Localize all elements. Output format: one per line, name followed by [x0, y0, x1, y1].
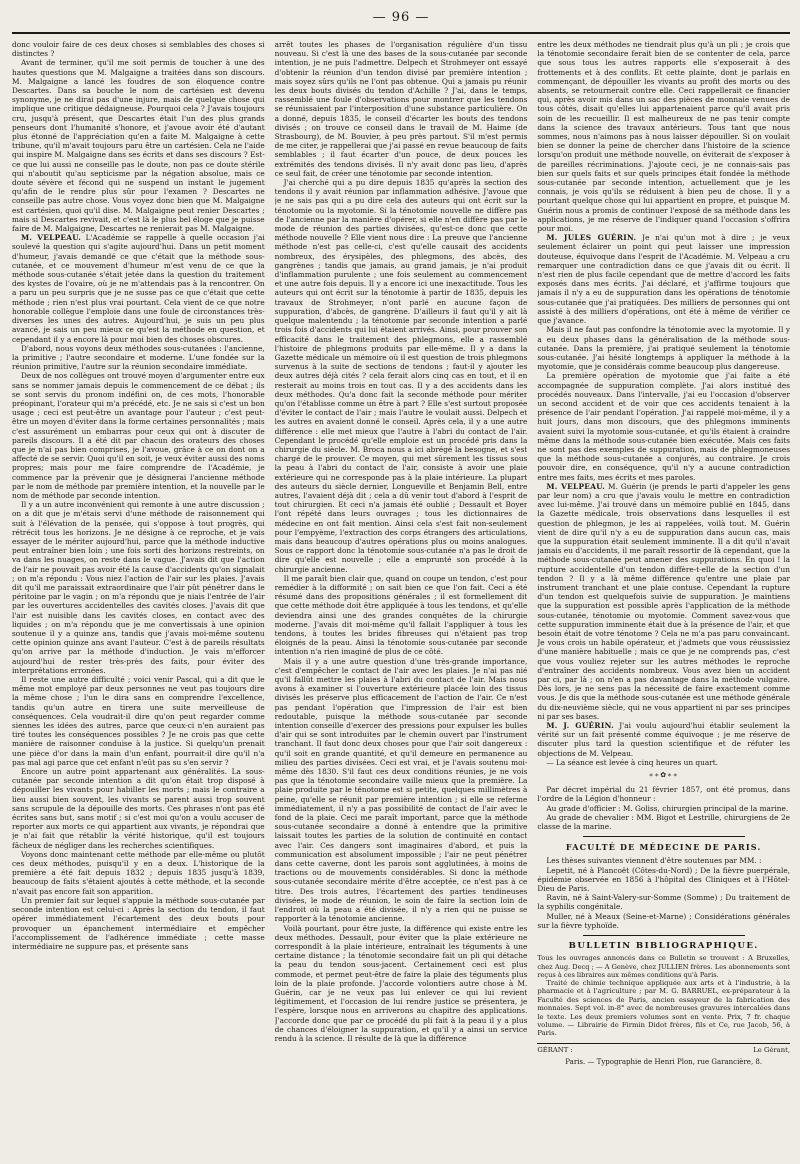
speech-text: L'Académie se rappelle à quelle occasion j'ai soulevé la question qui s'agite aujourd'hui. Dans un petit moment d'humeur, j'avais demandé ce que c'était que la méthode sous-cutanée, et ce mouvement d'humeur m'est venu de ce que la méthode sous-cutanée s'était jetée dans la question du traitement des kystes de l'ovaire, où je ne m'attendais pas à la rencontrer. On a paru un peu surpris que je ne susse pas ce que c'était que cette méthode ; rien n'est plus vrai pourtant. Cela vient de ce que notre honorable collègue l'emploie dans une foule de circonstances très-diverses les unes des autres. Aujourd'hui, je suis un peu plus avancé, je sais un peu mieux ce qu'est la méthode en question, et cependant il y a encore là pour moi bien des choses obscures.: [12, 233, 265, 344]
adjournment: — La séance est levée à cinq heures un quart.: [546, 757, 719, 767]
faculty-title: FACULTÉ DE MÉDECINE DE PARIS.: [565, 842, 762, 853]
speech-guerin-1: [537, 233, 790, 325]
decree-text: Par décret impérial du 21 février 1857, ont été promus, dans l'ordre de la Légion d'honneur :: [537, 785, 791, 804]
paragraph: La première opération de myotomie que j'ai faite a été accompagnée de suppuration complète. J'ai alors institué des procédés nouveaux. Dans l'intervalle, j'ai eu l'occasion d'observer un second accident et de voir que ces accidents tenaient à la présence de l'air pendant l'opération. J'ai rappelé moi-même, il y a huit jours, dans mon discours, que des phlegmons imminents avaient suivi la myotomie sous-cutanée, et qu'ils étaient à craindre même dans la méthode sous-cutanée bien exécutée. Mais ces faits ne sont pas des exemples de suppuration, mais de phlegmoneuses que la méthode sous-cutanée a conjurés, au contraire. Je crois pouvoir dire, en conséquence, qu'il n'y a aucune contradiction entre mes faits, mes écrits et mes paroles.: [537, 371, 791, 482]
speech-text: M. Guérin (je prends le parti d'appeler les gens par leur nom) a cru que j'avais voulu le mettre en contradiction avec lui-même. J'ai trouvé dans un mémoire publié en 1845, dans la Gazette médicale, trois observations dans lesquelles il est question de phlegmon, je les ai rappelées, voilà tout. M. Guérin vient de dire qu'il n'y a eu de suppuration dans aucun cas, mais que la suppuration était seulement imminente. Il a dit qu'il n'avait jamais eu d'accidents, il me paraît ressortir de là cependant, que la méthode sous-cutanée peut amener des suppurations. En quoi ! la rupture accidentelle d'un tendon diffère-t-elle de la section d'un tendon ? Il y a là même différence qu'entre une plaie par instrument tranchant et une plaie contuse. Cependant la rupture d'un tendon est quelquefois suivie de suppuration. Je maintiens que la suppuration est possible après l'application de la méthode sous-cutanée, ténotomie ou myotomie. Comment savez-vous que cette suppuration imminente était due à la présence de l'air, et que besoin était de votre ténotome ? Cela ne m'a pas paru convaincant. Je vous crois un habile opérateur, et j'admets que vous réussissiez d'une manière habituelle ; mais ce que je ne comprends pas, c'est que vous vouliez rejeter sur les autres méthodes le reproche d'entraîner des accidents nombreux. Vous avez bien un accident par ci, par là ; on n'en a pas davantage dans la méthode vulgaire. Dès lors, je ne sens pas la nécessité de faire exactement comme vous. Je dis que la méthode sous-cutanée est une méthode générale du dix-neuvième siècle, qui ne vous appartient ni par ses principes ni par ses bases.: [537, 481, 791, 721]
speaker-name: M. J. GUÉRIN.: [546, 721, 614, 731]
paragraph: Mais il y a une autre question d'une très-grande importance, c'est d'empêcher le contact de l'air avec les plaies. Je n'ai pas nié qu'il fallût mettre les plaies à l'abri du contact de l'air. Mais nous avons à examiner si l'ouverture extérieure placée loin des tissus divisés les préserve plus efficacement de l'action de l'air. Ce n'est pas pendant l'opération que l'impression de l'air est bien redoutable, puisque la méthode sous-cutanée par seconde intention conseille d'exercer des pressions pour expulser les bulles d'air qui se sont introduites par le chemin ouvert par l'instrument tranchant. Il faut donc deux choses pour que l'air soit dangereux : qu'il soit en grande quantité, et qu'il demeure en permanence au milieu des parties divisées. Ceci est vrai, et je l'avais soutenu moi-même dès 1830. S'il faut ces deux conditions réunies, je ne vois pas que la ténotomie secondaire vaille mieux que la première. La plaie produite par le ténotome est si petite, quelques millimètres à peine, qu'elle se réunit par première intention ; si elle se referme immédiatement, il n'y a pas possibilité de contact de l'air avec le fond de la plaie. Ceci me paraît important, parce que la méthode sous-cutanée secondaire a donné à entendre que la primitive laissait toutes les parties de la solution de continuité en contact avec l'air. Ces dangers sont imaginaires d'abord, et puis la communication est absolument impossible ; l'air ne peut pénétrer dans cette caverne, dont les parois sont agglutinées, à moins de tractions ou de mouvements considérables. Si donc la méthode sous-cutanée secondaire mérite d'être acceptée, ce n'est pas à ce titre. Des trois autres, l'écartement des parties tendineuses divisées, le mode de réunion, le soin de faire la section loin de l'endroit où la peau a été divisée, il n'y a rien qui ne puisse se rapporter à la ténotomie ancienne.: [274, 656, 528, 924]
paragraph: Il y a un autre inconvénient qui remonte à une autre discussion ; on a dit que je m'étais servi d'une méthode de raisonnement qui suit à l'élévation de la pensée, qui s'oppose à tout progrès, qui rétrécit tous les horizons. Je ne désigne à ce reproche, et je vais essayer de le mériter aujourd'hui, parce que la méthode inductive peut entraîner bien loin ; une fois sorti des horizons restreints, on va dans les nuages, on reste dans le vague. J'avais dit que l'action de l'air ne pouvait pas avoir été la cause d'accidents qu'on signalait ; on m'a répondu : Vous niez l'action de l'air sur les plaies. J'avais dit qu'il me paraissait extraordinaire que l'air pût pénétrer dans le péritoine par le vagin ; on m'a répondu que je niais l'entrée de l'air par les ouvertures accidentelles des cavités closes. J'avais dit que l'air est nuisible dans les cavités closes, en contact avec des liquides ; on m'a répondu que je me convertissais à une opinion soutenue il y a quinze ans, tandis que j'avais moi-même soutenu cette opinion quinze ans avant l'auteur. C'est à de pareils résultats qu'on arrive par la méthode d'induction. Je vais m'efforcer aujourd'hui de rester très-près des faits, pour éviter des interprétations erronées.: [12, 500, 265, 675]
decree-officer: Au grade d'officier : M. Goliss, chirurgien principal de la marine.: [546, 803, 789, 813]
paragraph: Deux de nos collègues ont trouvé moyen d'argumenter entre eux sans se nommer jamais depuis le commencement de ce débat ; ils se sont servis du pronom indéfini on, de ces mots, l'honorable préopinant, l'orateur qui m'a précédé, etc. Je ne sais si c'est un bon usage ; ceci est peut-être un avantage pour l'auteur ; c'est peut-être un moyen d'éviter dans la forme certaines personnalités ; mais c'est assurément un embarras pour ceux qui ont à discuter de pareils discours. Il a été dit par chacun des orateurs des choses que je n'ai pas bien comprises, je l'avoue, grâce à ce on dont on a affecté de se servir. Quoi qu'il en soit, je veux éviter aussi des noms propres; mais pour me faire comprendre de l'Académie, je commence par la prévenir que je désignerai l'ancienne méthode par le nom de méthode par première intention, et la nouvelle par le nom de méthode par seconde intention.: [12, 371, 265, 500]
column-1: [12, 40, 265, 1150]
column-2: [275, 40, 528, 1150]
paragraph: Voyons donc maintenant cette méthode par elle-même ou plutôt ces deux méthodes, puisqu'il y en a deux. L'historique de la première a été fait depuis 1832 ; depuis 1835 jusqu'à 1839, beaucoup de faits s'étaient ajoutés à cette méthode, et la seconde n'avait pas encore fait son apparition.: [12, 849, 265, 896]
column-3: [537, 40, 790, 1150]
faculty-intro: Les thèses suivantes viennent d'être soutenues par MM. :: [546, 856, 762, 866]
speaker-name: M. VELPEAU.: [21, 233, 82, 243]
paragraph: Il reste une autre difficulté ; voici venir Pascal, qui a dit que le même mot employé par deux personnes ne veut pas toujours dire la même chose ; l'un le dira sans en comprendre l'excellence, tandis qu'un autre en tirera une suite merveilleuse de conséquences. Cela voudrait-il dire qu'on peut regarder comme siennes les idées des autres, parce que ceux-ci n'en auraient pas tiré toutes les conséquences possibles ? Je ne crois pas que cette manière de raisonner conduise à la justice. Si quelqu'un prenait une pièce d'or dans la main d'un enfant, pourrait-il dire qu'il n'a pas mal agi parce que cet enfant n'eût pas su s'en servir ?: [12, 675, 265, 767]
thesis-item: Muller, né à Meaux (Seine-et-Marne) ; Considérations générales sur la fièvre typhoïde.: [537, 911, 791, 930]
speech-velpeau-2: [537, 482, 790, 721]
speech-velpeau-1: [12, 233, 265, 343]
paragraph: Il me paraît bien clair que, quand on coupe un tendon, c'est pour remédier à la difformité ; on sait bien ce que l'on fait. Ceci a été résumé dans des propositions générales ; il est formellement dit que cette méthode doit être appliquée à tous les tendons, et qu'elle deviendra ainsi une des grandes conquêtes de la chirurgie moderne. J'avais dit moi-même qu'il fallait l'appliquer à tous les tendons, à toutes les brides fibreuses qui n'étaient pas trop éloignés de la peau. Ainsi la ténotomie sous-cutanée par seconde intention n'a rien imaginé de plus de ce côté.: [274, 573, 528, 657]
section-divider: [583, 935, 745, 936]
thesis-item: Ravin, né à Saint-Valery-sur-Somme (Somme) ; Du traitement de la syphilis congénitale.: [537, 893, 791, 912]
paragraph: Avant de terminer, qu'il me soit permis de toucher à une des hautes questions que M. Malgaigne a traitées dans son discours. M. Malgaigne a lancé les foudres de son éloquence contre Descartes. Dans sa bouche le nom de cartésien est devenu synonyme, je ne dirai pas d'une injure, mais de quelque chose qui implique une critique dédaigneuse. Pourquoi cela ? J'avais toujours cru, jusqu'à présent, que Descartes était l'un des plus grands penseurs dont l'humanité s'honore, et j'avoue avoir été d'autant plus étonné de l'appréciation qu'en a faite M. Malgaigne à cette tribune, qu'il m'avait toujours paru être un cartésien. Cela ne l'aide qui inspire M. Malgaigne dans ses écrits et dans ses discours ? Est-ce que lui aussi ne conseille pas le doute, non pas ce doute stérile qui n'aboutit qu'au septicisme par la négation absolue, mais ce doute sévère et fécond qui ne suspend un instant le jugement qu'afin de le rendre plus sûr pour l'examen ? Descartes ne conseille pas autre chose. Vous voyez donc bien que M. Malgaigne est cartésien, quoi qu'il dise. M. Malgaigne peut renier Descartes ; mais si Descartes revivait, et c'est là le plus bel éloge que je puisse faire de M. Malgaigne, Descartes ne renierait pas M. Malgaigne.: [12, 58, 265, 234]
speech-text: Je n'ai qu'un mot à dire ; je veux seulement éclairer un point qui peut laisser une impression douteuse, équivoque dans l'esprit de l'Académie. M. Velpeau a cru remarquer une contradiction dans ce que j'avais dit ou écrit. Il n'est rien de plus facile cependant que de mettre d'accord les faits exposés dans mes écrits. J'ai déclaré, et j'affirme toujours que jamais il n'y a eu de suppuration dans les opérations de ténotomie sous-cutanée que j'ai pratiquées. Des milliers de personnes qui ont assisté à des milliers d'opérations, ont été à même de vérifier ce que j'avance.: [537, 233, 791, 326]
gerant-left: GÉRANT :: [537, 1045, 573, 1054]
bulletin-entry: Traité de chimie technique appliquée aux arts et à l'industrie, à la pharmacie et à l'agriculture ; par M. G. BARRUEL, ex-préparateur à la Faculté des sciences de Paris, ancien essayeur de la fabrication des monnaies. Sept vol. in-8° avec de nombreuses gravures intercalées dans le texte. Les deux premiers volumes sont en vente. Prix, 7 fr. chaque volume. — Librairie de Firmin Didot frères, fils et Ce, rue Jacob, 56, à Paris.: [537, 978, 791, 1038]
paragraph: J'ai cherché qui a pu dire depuis 1835 qu'après la section des tendons il y avait réunion par inflammation adhésive. J'avoue que je ne sais pas qui a pu dire cela des auteurs qui ont écrit sur la ténotomie ou la myotomie. Si la ténotomie nouvelle ne diffère pas de l'ancienne par la manière d'opérer, si elle n'en diffère pas par le mode de réunion des parties divisées, qu'est-ce donc que cette méthode nouvelle ? Elle vient nous dire : La preuve que l'ancienne méthode n'est pas celle-ci, c'est qu'elle causait des accidents nombreux, des érysipèles, des phlegmons, des abcès, des gangrènes ; tandis que jamais, au grand jamais, je n'ai produit d'inflammation purulente ; une fois seulement au commencement et une autre fois depuis. Il y a encore ici une inexactitude. Tous les auteurs qui ont écrit sur la ténotomie à partir de 1835, depuis les travaux de Strohmeyer, n'ont parlé en aucune façon de suppuration, d'abcès, de gangrène. D'ailleurs il faut qu'il y ait là quelque malentendu ; la ténotomie par seconde intention a parlé trois fois d'accidents qui lui étaient arrivés. Ainsi, pour prouver son efficacité dans le traitement des phlegmons, elle a rassemblé l'histoire de phlegmons produits par elle-même. Il y a dans la Gazette médicale un mémoire où il est question de trois phlegmons survenus à la suite de sections de tendons ; faut-il y ajouter les deux autres déjà cités ? cela ferait alors cinq cas en tout, et il en resterait au moins trois en tout cas. Il y a des accidents dans les deux méthodes. Qu'a donc fait la seconde méthode pour mériter qu'on l'établisse comme un être à part ? Elle s'est surtout proposée d'éviter le contact de l'air ; mais l'autre le voulait aussi. Delpech et les autres en avaient donné le conseil. Après cela, il y a une autre différence : elle met mieux que l'autre à l'abri du contact de l'air. Cependant le procédé qu'elle emploie est un procédé pris dans la chirurgie du siècle. M. Broca nous a ici abrégé la besogne, et s'est chargé de le prouver. Ce moyen, qui met sûrement les tissus sous la peau à l'abri du contact de l'air, consiste à avoir une plaie extérieure qui ne corresponde pas à la plaie intérieure. La plupart des auteurs du siècle dernier, Longueville et Benjamin Bell, entre autres, l'avaient déjà dit ; cela a dû venir tout d'abord à l'esprit de tout chirurgien. Et ceci n'a jamais été oublié ; Dessault et Boyer l'ont répété dans leurs ouvrages ; tous les dictionnaires de médecine en ont fait mention. Ainsi cela s'est fait non-seulement pour l'empyème, l'extraction des corps étrangers des articulations, mais dans beaucoup d'autres opérations plus ou moins analogues. Sous ce rapport donc la ténotomie sous-cutanée n'a pas le droit de dire qu'elle est nouvelle ; elle a emprunté son procédé à la chirurgie ancienne.: [274, 178, 528, 574]
bulletin-note: Tous les ouvrages annoncés dans ce Bulletin se trouvent : A Bruxelles, chez Aug. Decq ; — A Genève, chez JULLIEN frères. Les abonnements sont reçus à ces libraires aux mêmes conditions qu'à Paris.: [537, 954, 791, 979]
speech-text: J'ai voulu aujourd'hui établir seulement la vérité sur un fait présenté comme équivoque ; je me réserve de discuter plus tard la question scientifique et de réfuter les objections de M. Velpeau.: [537, 721, 791, 758]
bibliographic-bulletin: [537, 942, 790, 1038]
bulletin-title: BULLETIN BIBLIOGRAPHIQUE.: [568, 941, 759, 952]
paragraph: Un premier fait sur lequel s'appuie la méthode sous-cutanée par seconde intention est celui-ci : Après la section du tendon, il faut opérer immédiatement l'écartement des deux bouts pour provoquer un épanchement intermédiaire et empêcher l'accomplissement de l'adhérence immédiate ; cette masse intermédiaire ne suppure pas, et présente sans: [12, 895, 265, 951]
printer-imprint: Paris. — Typographie de Henri Plon, rue Garancière, 8.: [565, 1057, 763, 1066]
paragraph: arrêt toutes les phases de l'organisation régulière d'un tissu nouveau. Si c'est là une des bases de la sous-cutanée par seconde intention, je ne puis l'admettre. Delpech et Strohmeyer ont essayé d'obtenir la réunion d'un tendon divisé par première intention ; mais soyez sûrs qu'ils ne l'ont pas obtenue. Qui a jamais pu réunir les deux bouts divisés du tendon d'Achille ? J'ai, dans le temps, rassemblé une foule d'observations pour montrer que les tendons se réunissaient par l'interposition d'une substance particulière. On a donné, depuis 1835, le conseil d'écarter les bouts des tendons divisés ; on trouve ce conseil dans le travail de M. Haime (de Strasbourg), de M. Bouvier, à peu près partout. S'il m'est permis de me citer, je rappellerai que j'ai passé en revue beaucoup de faits semblables ; il faut écarter d'un pouce, de deux pouces les extrémités des tendons divisés. Il n'y avait donc pas lieu, d'après ce seul fait, de créer une ténotomie par seconde intention.: [274, 40, 528, 178]
decree-knight: Au grade de chevalier : MM. Bigot et Lestrille, chirurgiens de 2e classe de la marine.: [537, 812, 791, 832]
text-columns: [12, 40, 790, 1150]
paragraph: Mais il ne faut pas confondre la ténotomie avec la myotomie. Il y a eu deux phases dans la généralisation de la méthode sous-cutanée. Dans la première, j'ai pratiqué seulement la ténotomie sous-cutanée. J'ai hésité longtemps à appliquer la méthode à la myotomie, que je considérais comme beaucoup plus dangereuse.: [537, 325, 791, 372]
page-header: [12, 6, 790, 28]
speaker-name: M. VELPEAU.: [546, 481, 606, 491]
paragraph: entre les deux méthodes ne tiendrait plus qu'à un pli ; je crois que la ténotomie secondaire ferait bien de se contenter de cela, parce que sous tous les autres rapports elle s'exposerait à des frottements et à des conflits. Et cette plainte, dont je parlais en commençant, de dépouiller les vivants au profit des morts ou des absents, se retournerait contre elle. Ceci rappellerait ce financier qui, après avoir mis dans un sac des pièces de monnaie venues de tous côtés, disait qu'elles lui appartenaient parce qu'il avait pris soin de les recueillir. Il est malheureux de ne pas tenir compte dans la science des travaux antérieurs. Tous tant que nous sommes, nous n'aimons pas à nous laisser dépouiller. Si on voulait bien se donner la peine de chercher dans l'histoire de la science lorsqu'on produit une méthode nouvelle, on éviterait de s'exposer à de pareilles récriminations. J'ajoute ceci, je ne connais-sais pas bien sur quels faits et sur quels principes était fondée la méthode sous-cutanée par seconde intention, actuellement que je les connais, je vois qu'ils se réduisent à bien peu de chose. Il y a pourtant quelque chose qui lui appartient en propre, et puisque M. Guérin nous a promis de continuer l'exposé de sa méthode dans les applications, je me réserve de l'indiquer quand l'occasion s'offrira pour moi.: [537, 40, 791, 234]
paragraph: donc vouloir faire de ces deux choses si semblables des choses si distinctes ?: [12, 40, 265, 59]
paragraph: D'abord, nous voyons deux méthodes sous-cutanées : l'ancienne, la primitive ; l'autre secondaire et moderne. L'une fondée sur la réunion primitive, l'autre sur la réunion secondaire immédiate.: [12, 343, 265, 372]
paragraph: Encore un autre point appartenant aux généralités. La sous-cutanée par seconde intention a dit qu'on était trop disposé à dépouiller les vivants pour habiller les morts ; mais le contraire a lieu aussi bien souvent, les vivants se parent aussi trop souvent sans scrupule de la dépouille des morts. Ces phrases n'ont pas été écrites sans but, sans motif ; si c'est moi qu'on a voulu accuser de reporter aux morts ce qui appartient aux vivants, je répondrai que je n'ai fait que rétablir la vérité historique, qu'il est toujours fâcheux de négliger dans les recherches scientifiques.: [12, 767, 265, 850]
header-rule: [12, 32, 790, 34]
page-number: — 96 —: [372, 9, 430, 25]
ornament-separator: ∗∗✿∗∗: [648, 771, 679, 780]
section-divider: [583, 836, 745, 837]
speech-guerin-2: [537, 721, 790, 758]
paragraph: Voilà pourtant, pour être juste, la différence qui existe entre les deux méthodes. Dessault, pour éviter que la plaie extérieure ne correspondît à la plaie intérieure, entraînait les téguments à une certaine distance ; la ténotomie secondaire fait un pli qui détache la peau du tendon sous-jacent. Certainement ceci est plus commode, et permet peut-être de faire la plaie des téguments plus loin de la plaie profonde. J'accorde volontiers autre chose à M. Guérin, car je ne veux pas lui enlever ce qui lui revient légitimement, et l'occasion de lui rendre justice se présentera, je l'espère, lorsque nous en arriverons au chapitre des applications. J'accorde donc que par ce procédé du pli fait à la peau il y a plus de chances d'éloigner la suppuration, et qu'il y a ainsi un service rendu à la science. Il résulte de là que la différence: [274, 923, 528, 1043]
gerant-right: Le Gérant,: [753, 1045, 791, 1054]
speaker-name: M. JULES GUÉRIN.: [546, 233, 637, 243]
thesis-item: Lepetit, né à Plancoët (Côtes-du-Nord) ; De la fièvre puerpérale, épidémie observée en 1856 à l'hôpital des Cliniques et à l'Hôtel-Dieu de Paris.: [537, 865, 791, 894]
gerant-line: [537, 1043, 790, 1055]
